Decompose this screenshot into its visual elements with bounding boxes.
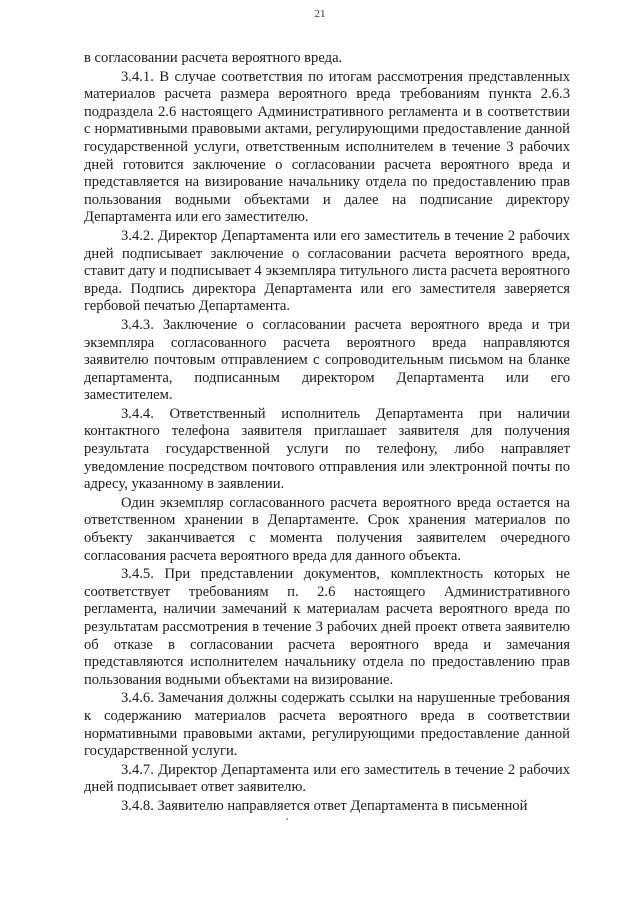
- paragraph-3-4-6: 3.4.6. Замечания должны содержать ссылки на нарушенные требования к содержанию материалов расчета вероятного вреда в соответствии нормативными правовыми актами, регулирующими предоставление данной государственной услуги.: [84, 690, 570, 760]
- scan-speck: [286, 818, 288, 820]
- paragraph-3-4-1: 3.4.1. В случае соответствия по итогам рассмотрения представленных материалов расчета размера вероятного вреда требованиям пункта 2.6.3 подраздела 2.6 настоящего Административного регламента и в соответствии с нормативными правовыми актами, регулирующими предоставление данной государственной услуги, ответственным исполнителем в течение 3 рабочих дней готовится заключение о согласовании расчета вероятного вреда и представляется на визирование начальнику отдела по предоставлению прав пользования водными объектами и далее на подписание директору Департамента или его заместителю.: [84, 68, 570, 226]
- paragraph-3-4-7: 3.4.7. Директор Департамента или его заместитель в течение 2 рабочих дней подписывает ответ заявителю.: [84, 761, 570, 796]
- paragraph-3-4-4: 3.4.4. Ответственный исполнитель Департамента при наличии контактного телефона заявителя приглашает заявителя для получения результата государственной услуги по телефону, либо направляет уведомление посредством почтового отправления или электронной почты по адресу, указанному в заявлении.: [84, 405, 570, 493]
- paragraph-storage: Один экземпляр согласованного расчета вероятного вреда остается на ответственном хранении в Департаменте. Срок хранения материалов по объекту заканчивается с момента получения заявителем очередного согласования расчета вероятного вреда для данного объекта.: [84, 494, 570, 564]
- paragraph-continuation: в согласовании расчета вероятного вреда.: [84, 50, 343, 66]
- paragraph-3-4-5: 3.4.5. При представлении документов, комплектность которых не соответствует требованиям п. 2.6 настоящего Административного регламента, наличии замечаний к материалам расчета вероятного вреда по результатам рассмотрения в течение 3 рабочих дней проект ответа заявителю об отказе в согласовании расчета вероятного вреда и замечания представляются исполнителем начальнику отдела по предоставлению прав пользования водными объектами на визирование.: [84, 566, 570, 688]
- paragraph-3-4-8: 3.4.8. Заявителю направляется ответ Департамента в письменной: [121, 797, 528, 814]
- page-number: 21: [314, 8, 326, 20]
- document-body: [84, 50, 570, 816]
- paragraph-3-4-2: 3.4.2. Директор Департамента или его заместитель в течение 2 рабочих дней подписывает заключение о согласовании расчета вероятного вреда, ставит дату и подписывает 4 экземпляра титульного листа расчета вероятного вреда. Подпись директора Департамента или его заместителя заверяется гербовой печатью Департамента.: [84, 227, 570, 315]
- paragraph-3-4-3: 3.4.3. Заключение о согласовании расчета вероятного вреда и три экземпляра согласованного расчета вероятного вреда направляются заявителю почтовым отправлением с сопроводительным письмом на бланке департамента, подписанным директором Департамента или его заместителем.: [84, 316, 570, 404]
